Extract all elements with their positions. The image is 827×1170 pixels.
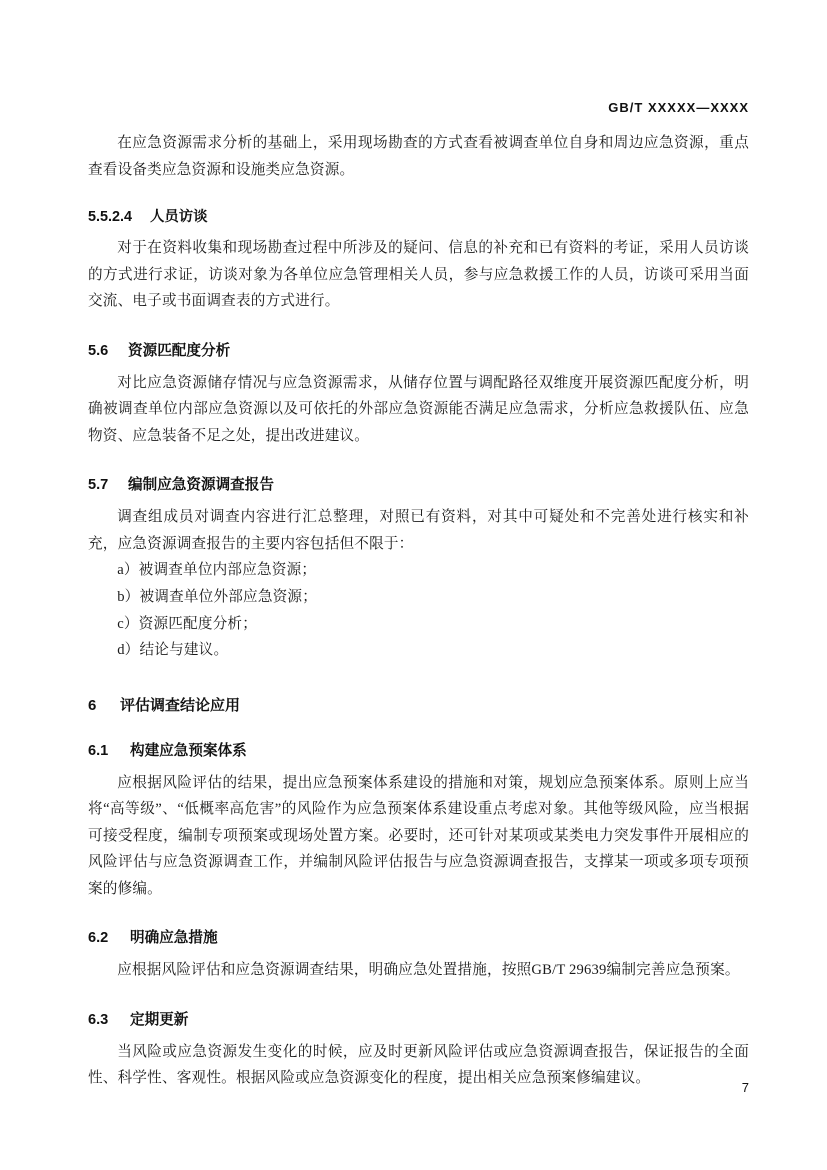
heading-6-3: [88, 1008, 749, 1029]
standard-code: GB/T XXXXX—XXXX: [608, 100, 749, 115]
list-5-7: [88, 557, 749, 663]
heading-number: 6.1: [88, 742, 109, 759]
list-item: c）资源匹配度分析；: [117, 615, 258, 632]
page-number: 7: [741, 1080, 749, 1095]
list-item: d）结论与建议。: [117, 642, 229, 659]
heading-number: 5.7: [88, 477, 109, 494]
heading-number: 6: [88, 696, 97, 714]
heading-title: 编制应急资源调查报告: [128, 477, 274, 494]
heading-title: 评估调查结论应用: [120, 696, 241, 714]
paragraph-6-3: 当风险或应急资源发生变化的时候，应及时更新风险评估或应急资源调查报告，保证报告的全面性、科学性、客观性。根据风险或应急资源变化的程度，提出相关应急预案修编建议。: [88, 1043, 749, 1087]
heading-number: 5.6: [88, 342, 109, 359]
list-item: a）被调查单位内部应急资源；: [117, 562, 317, 579]
heading-title: 构建应急预案体系: [130, 742, 247, 759]
heading-6: [88, 694, 749, 715]
heading-5-6: [88, 339, 749, 360]
heading-6-2: [88, 926, 749, 947]
heading-6-1: [88, 739, 749, 760]
paragraph-6-2: 应根据风险评估和应急资源调查结果，明确应急处置措施，按照GB/T 29639编制完善应急预案。: [117, 962, 740, 979]
page-header: [608, 100, 749, 115]
heading-number: 5.5.2.4: [88, 209, 133, 226]
heading-5-5-2-4: [88, 205, 749, 226]
heading-number: 6.3: [88, 1011, 109, 1028]
page-content: [88, 0, 749, 1170]
heading-title: 明确应急措施: [130, 930, 218, 947]
document-body: [88, 130, 749, 1092]
heading-5-7: [88, 473, 749, 494]
list-item: b）被调查单位外部应急资源；: [117, 589, 318, 606]
paragraph-5-5-2-4: 对于在资料收集和现场勘查过程中所涉及的疑问、信息的补充和已有资料的考证，采用人员访谈的方式进行求证，访谈对象为各单位应急管理相关人员，参与应急救援工作的人员，访谈可采用当面交流、电子或书面调查表的方式进行。: [88, 240, 749, 310]
paragraph-5-6: 对比应急资源储存情况与应急资源需求，从储存位置与调配路径双维度开展资源匹配度分析，明确被调查单位内部应急资源以及可依托的外部应急资源能否满足应急需求，分析应急救援队伍、应急物资、应急装备不足之处，提出改进建议。: [88, 374, 749, 444]
paragraph-6-1: 应根据风险评估的结果，提出应急预案体系建设的措施和对策，规划应急预案体系。原则上应当将“高等级”、“低概率高危害”的风险作为应急预案体系建设重点考虑对象。其他等级风险，应当根据可接受程度，编制专项预案或现场处置方案。必要时，还可针对某项或某类电力突发事件开展相应的风险评估与应急资源调查工作，并编制风险评估报告与应急资源调查报告，支撑某一项或多项专项预案的修编。: [88, 774, 749, 897]
heading-title: 人员访谈: [150, 209, 208, 226]
heading-title: 定期更新: [130, 1011, 189, 1028]
paragraph-5-7: 调查组成员对调查内容进行汇总整理，对照已有资料，对其中可疑处和不完善处进行核实和补充，应急资源调查报告的主要内容包括但不限于：: [88, 509, 749, 552]
heading-number: 6.2: [88, 930, 109, 947]
heading-title: 资源匹配度分析: [128, 342, 231, 359]
intro-paragraph: 在应急资源需求分析的基础上，采用现场勘查的方式查看被调查单位自身和周边应急资源，重点查看设备类应急资源和设施类应急资源。: [88, 135, 749, 178]
